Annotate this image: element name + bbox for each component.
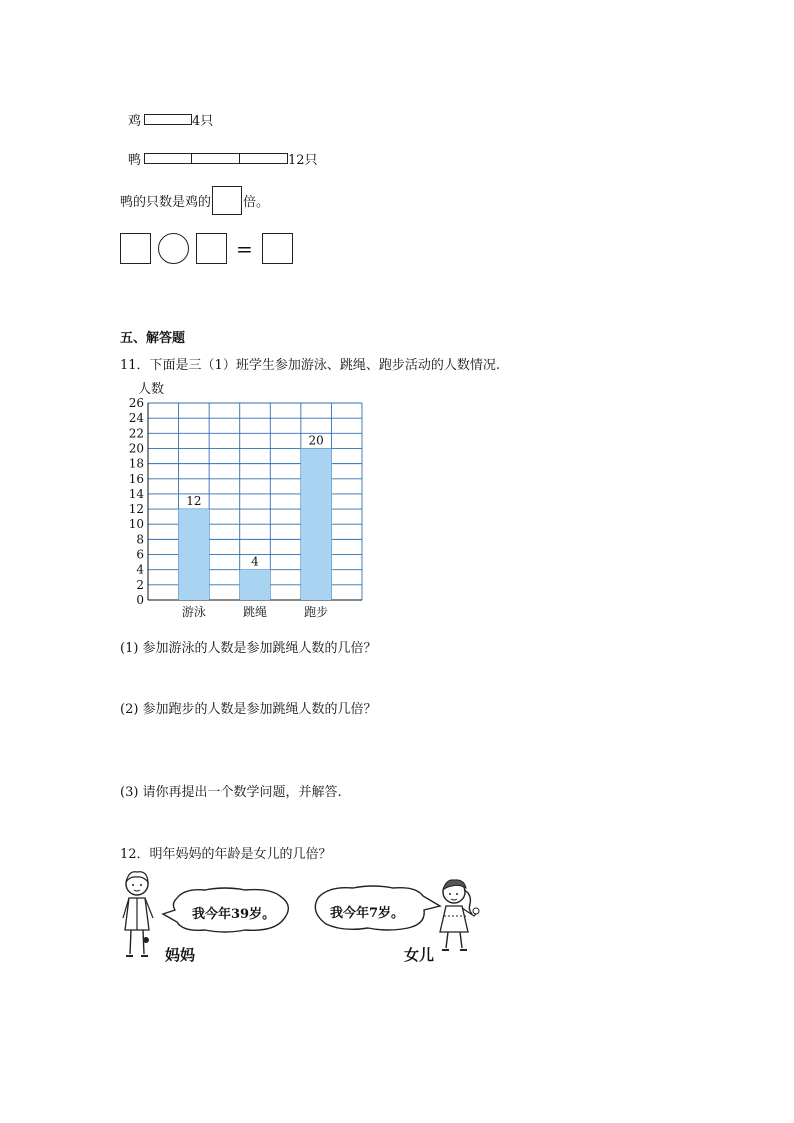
y-tick-label: 22	[128, 426, 144, 441]
daughter-speech-text: 我今年7岁。	[330, 906, 405, 921]
y-tick-label: 10	[128, 517, 144, 532]
x-tick-label: 跑步	[304, 605, 329, 619]
y-tick-label: 12	[128, 502, 144, 517]
q12-text: 12．明年妈妈的年龄是女儿的几倍？	[120, 847, 332, 862]
chicken-bar-segment	[144, 114, 192, 125]
y-tick-label: 6	[136, 547, 144, 562]
q11-sub1: (1) 参加游泳的人数是参加跳绳人数的几倍？	[120, 641, 377, 656]
y-tick-label: 20	[128, 441, 144, 456]
x-tick-label: 游泳	[181, 605, 206, 619]
y-tick-label: 0	[136, 593, 144, 607]
duck-bar-row	[128, 149, 318, 168]
duck-count: 12只	[288, 153, 318, 168]
bar-跳绳	[240, 570, 271, 600]
mom-speech-text: 我今年39岁。	[192, 907, 276, 922]
sentence-after: 倍。	[243, 195, 270, 210]
y-tick-label: 2	[136, 577, 144, 592]
mom-label: 妈妈	[165, 946, 196, 964]
operator-circle[interactable]	[158, 233, 189, 264]
duck-bar-segment	[240, 153, 288, 164]
chicken-bar-row	[128, 110, 213, 129]
bar-value-label: 12	[186, 494, 202, 509]
y-tick-label: 4	[136, 562, 144, 577]
operand-box-2[interactable]	[196, 233, 227, 264]
activity-bar-chart	[120, 378, 380, 623]
duck-bar-segment	[144, 153, 192, 164]
bar-跑步	[301, 448, 332, 600]
duck-label: 鸭	[128, 153, 142, 168]
operand-box-1[interactable]	[120, 233, 151, 264]
chicken-count: 4只	[192, 114, 214, 129]
equation-row	[120, 233, 293, 264]
duck-bar-segment	[192, 153, 240, 164]
y-tick-label: 14	[128, 486, 144, 501]
chicken-label: 鸡	[128, 114, 142, 129]
daughter-label: 女儿	[404, 946, 435, 964]
y-axis-label: 人数	[138, 382, 165, 397]
times-sentence	[120, 186, 269, 215]
bar-value-label: 20	[308, 433, 324, 448]
daughter-figure-icon	[434, 876, 484, 956]
bar-游泳	[179, 509, 210, 600]
chart-labels	[129, 381, 328, 619]
y-tick-label: 8	[136, 532, 144, 547]
section-title: 五、解答题	[120, 331, 186, 346]
bar-value-label: 4	[251, 554, 259, 569]
result-box[interactable]	[262, 233, 293, 264]
y-tick-label: 26	[128, 396, 144, 410]
y-tick-label: 16	[128, 471, 144, 486]
equals-sign: =	[236, 236, 253, 261]
q11-sub2: (2) 参加跑步的人数是参加跳绳人数的几倍？	[120, 702, 377, 717]
answer-blank-box[interactable]	[212, 186, 242, 215]
x-tick-label: 跳绳	[242, 605, 268, 619]
sentence-before: 鸭的只数是鸡的	[120, 195, 212, 210]
y-tick-label: 18	[128, 456, 144, 471]
q11-text: 11．下面是三（1）班学生参加游泳、跳绳、跑步活动的人数情况.	[120, 358, 500, 373]
y-tick-label: 24	[128, 411, 144, 426]
q11-sub3: (3) 请你再提出一个数学问题，并解答.	[120, 785, 342, 800]
